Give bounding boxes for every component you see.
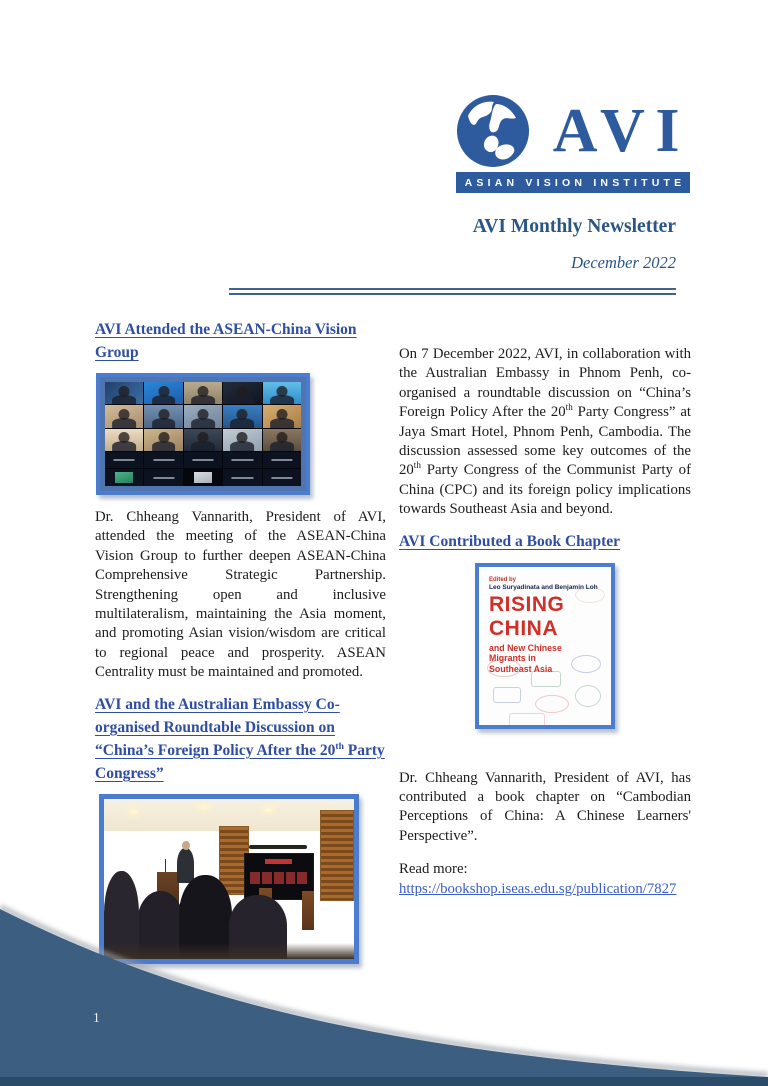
book-title-line1: RISING bbox=[489, 592, 565, 616]
book-title-line2: CHINA bbox=[489, 616, 558, 640]
logo-tagline: ASIAN VISION INSTITUTE bbox=[456, 172, 690, 193]
article-body-book-chapter: Dr. Chheang Vannarith, President of AVI, has contributed a book chapter on “Cambodian Perceptions of China: A Chinese Learners' Perspective”. bbox=[399, 769, 691, 844]
footer-bar bbox=[0, 1077, 768, 1086]
article-heading-vision-group: AVI Attended the ASEAN-China Vision Group bbox=[95, 321, 357, 361]
footer-swoosh bbox=[0, 901, 768, 1086]
article-heading-book-chapter: AVI Contributed a Book Chapter bbox=[399, 532, 621, 550]
article-body-roundtable: On 7 December 2022, AVI, in collaboration with the Australian Embassy in Phnom Penh, co-organised a roundtable discussion on “China’s Foreign Policy After the 20th Party Congress” at Jaya Smart Hotel, Phnom Penh, Cambodia. The discussion assessed some key outcomes of the 20th Party Congress of the Communist Party of China (CPC) and its foreign policy implications towards Southeast Asia and beyond. bbox=[399, 346, 692, 518]
page-number: 1 bbox=[93, 1010, 100, 1025]
book-editors: Leo Suryadinata and Benjamin Loh bbox=[489, 583, 598, 591]
issue-date: December 2022 bbox=[571, 253, 676, 272]
read-more-label: Read more: bbox=[399, 861, 468, 878]
article-body-vision-group: Dr. Chheang Vannarith, President of AVI, attended the meeting of the ASEAN-China Vision Group to further deepen ASEAN-China Comprehensive Strategic Partnership. Strengthening open and inclusive multilateralism, maintaining the Asia moment, and promoting Asian vision/wisdom are critical to regional peace and prosperity. ASEAN Centrality must be maintained and promoted. bbox=[95, 509, 386, 681]
bookshop-link[interactable]: https://bookshop.iseas.edu.sg/publication/7827 bbox=[399, 880, 677, 897]
header-divider bbox=[229, 288, 676, 295]
book-cover-image bbox=[475, 563, 615, 729]
article-heading-roundtable: AVI and the Australian Embassy Co-organised Roundtable Discussion on “China’s Foreign Policy After the 20th Party Congress” bbox=[95, 695, 385, 782]
left-column bbox=[95, 318, 386, 964]
avi-logo bbox=[456, 94, 690, 193]
logo-brand-text: AVI bbox=[552, 97, 690, 165]
video-tiles bbox=[105, 382, 301, 486]
content-columns bbox=[95, 318, 691, 964]
right-column bbox=[399, 318, 691, 964]
globe-icon bbox=[456, 94, 530, 168]
newsletter-title: AVI Monthly Newsletter bbox=[472, 216, 676, 237]
video-conference-image bbox=[96, 373, 310, 495]
masthead bbox=[473, 216, 676, 273]
book-subtitle: and New Chinese Migrants in Southeast Asia bbox=[489, 642, 562, 674]
book-edited-by-label: Edited by bbox=[489, 576, 517, 583]
